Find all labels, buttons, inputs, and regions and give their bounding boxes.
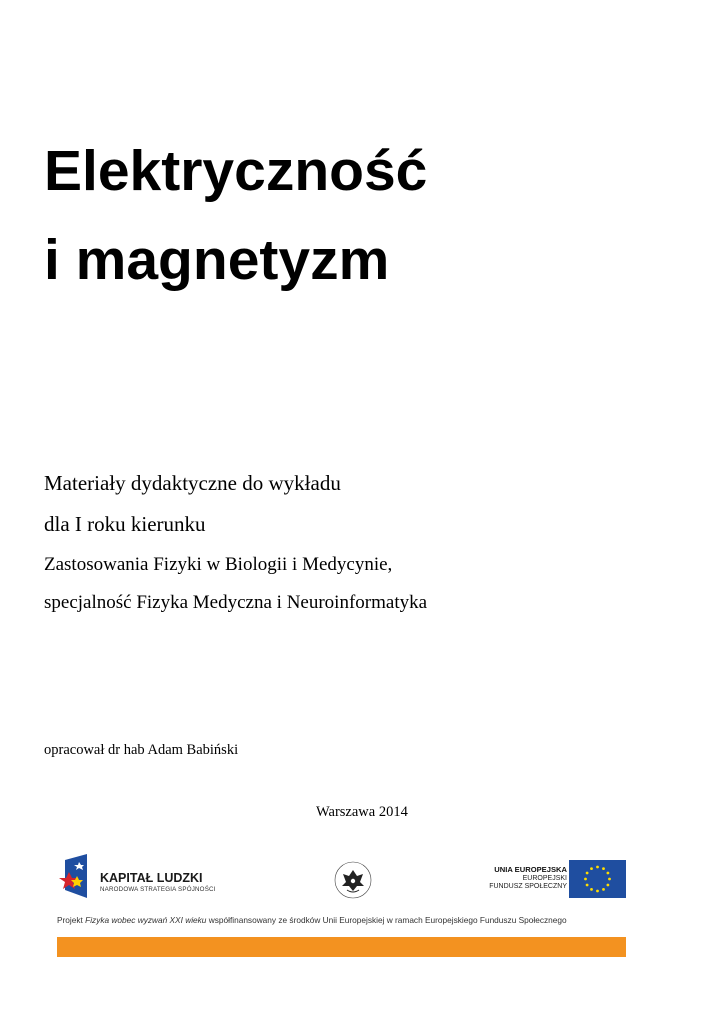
title-line-2: i magnetyzm bbox=[44, 228, 390, 292]
eu-flag-icon bbox=[569, 860, 626, 898]
place-year: Warszawa 2014 bbox=[316, 804, 408, 820]
subtitle-line-3: Zastosowania Fizyki w Biologii i Medycynie, bbox=[44, 554, 393, 575]
project-prefix: Projekt bbox=[57, 915, 86, 925]
eu-line-2: EUROPEJSKI bbox=[522, 874, 567, 882]
kapital-ludzki-logo bbox=[57, 852, 217, 902]
kapital-ludzki-tagline: NARODOWA STRATEGIA SPÓJNOŚCI bbox=[100, 886, 216, 893]
project-name: Fizyka wobec wyzwań XXI wieku bbox=[85, 915, 207, 925]
title-line-1: Elektryczność bbox=[44, 139, 428, 203]
subtitle-line-4: specjalność Fizyka Medyczna i Neuroinformatyka bbox=[44, 592, 428, 613]
kapital-ludzki-name: KAPITAŁ LUDZKI bbox=[100, 871, 203, 885]
subtitle-line-2: dla I roku kierunku bbox=[44, 512, 206, 536]
eu-text bbox=[457, 866, 567, 891]
orange-band bbox=[57, 937, 626, 957]
eu-line-3: FUNDUSZ SPOŁECZNY bbox=[489, 882, 567, 890]
subtitle-line-1: Materiały dydaktyczne do wykładu bbox=[44, 471, 341, 495]
funding-footer bbox=[57, 850, 627, 960]
eu-line-1: UNIA EUROPEJSKA bbox=[494, 865, 567, 874]
author: opracował dr hab Adam Babiński bbox=[44, 742, 239, 758]
kapital-ludzki-icon bbox=[57, 852, 97, 902]
university-seal-icon bbox=[333, 860, 373, 900]
project-statement bbox=[57, 916, 627, 924]
project-suffix: współfinansowany ze środków Unii Europejskiej w ramach Europejskiego Funduszu Społecznego bbox=[206, 915, 567, 925]
